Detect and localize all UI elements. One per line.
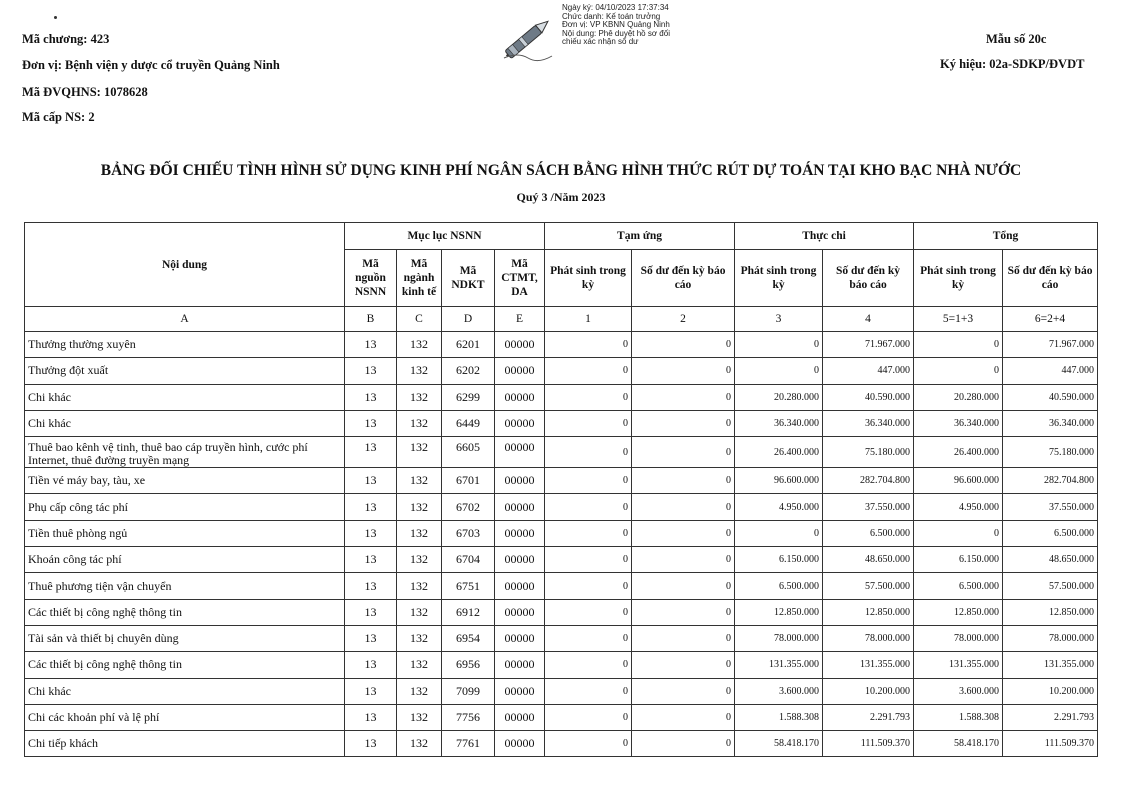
cell-ma-nguon: 13: [345, 678, 397, 704]
cell-tong-so-du: 75.180.000: [1003, 437, 1098, 468]
don-vi: Đơn vị: Bệnh viện y dược cổ truyền Quảng Ninh: [22, 58, 280, 72]
cell-ma-ctmt: 00000: [495, 573, 545, 599]
cell-ma-nguon: 13: [345, 384, 397, 410]
cell-ma-ndkt: 6201: [442, 332, 495, 358]
cell-ma-nganh: 132: [397, 731, 442, 757]
cell-ma-nguon: 13: [345, 573, 397, 599]
cell-thuc-chi-phat-sinh: 20.280.000: [735, 384, 823, 410]
cell-ma-nguon: 13: [345, 468, 397, 494]
cell-ma-ctmt: 00000: [495, 358, 545, 384]
cell-tong-phat-sinh: 20.280.000: [914, 384, 1003, 410]
cell-tam-ung-phat-sinh: 0: [545, 332, 632, 358]
cell-content: Chi các khoản phí và lệ phí: [25, 704, 345, 730]
cell-thuc-chi-so-du: 36.340.000: [823, 410, 914, 436]
header-ma-nguon: Mã nguồn NSNN: [345, 250, 397, 307]
cell-thuc-chi-phat-sinh: 0: [735, 358, 823, 384]
cell-thuc-chi-so-du: 2.291.793: [823, 704, 914, 730]
cell-ma-nguon: 13: [345, 704, 397, 730]
cell-content: Các thiết bị công nghệ thông tin: [25, 652, 345, 678]
cell-ma-nganh: 132: [397, 410, 442, 436]
cell-tam-ung-phat-sinh: 0: [545, 358, 632, 384]
cell-ma-nguon: 13: [345, 599, 397, 625]
cell-tong-phat-sinh: 131.355.000: [914, 652, 1003, 678]
cell-ma-ndkt: 6701: [442, 468, 495, 494]
mau-so: Mẫu số 20c: [986, 32, 1047, 46]
cell-tam-ung-phat-sinh: 0: [545, 573, 632, 599]
column-index-cell: A: [25, 307, 345, 332]
cell-thuc-chi-so-du: 111.509.370: [823, 731, 914, 757]
cell-ma-ctmt: 00000: [495, 494, 545, 520]
cell-thuc-chi-phat-sinh: 3.600.000: [735, 678, 823, 704]
cell-ma-nganh: 132: [397, 625, 442, 651]
header-ma-nganh: Mã ngành kinh tế: [397, 250, 442, 307]
cell-ma-ctmt: 00000: [495, 520, 545, 546]
cell-tam-ung-phat-sinh: 0: [545, 652, 632, 678]
cell-thuc-chi-phat-sinh: 96.600.000: [735, 468, 823, 494]
cell-ma-ctmt: 00000: [495, 468, 545, 494]
cell-ma-nganh: 132: [397, 437, 442, 468]
cell-ma-ndkt: 6956: [442, 652, 495, 678]
cell-thuc-chi-phat-sinh: 36.340.000: [735, 410, 823, 436]
cell-ma-nganh: 132: [397, 704, 442, 730]
cell-tong-so-du: 6.500.000: [1003, 520, 1098, 546]
cell-tong-so-du: 71.967.000: [1003, 332, 1098, 358]
cell-ma-ndkt: 6954: [442, 625, 495, 651]
cell-content: Chi khác: [25, 384, 345, 410]
cell-thuc-chi-phat-sinh: 131.355.000: [735, 652, 823, 678]
cell-ma-ndkt: 6299: [442, 384, 495, 410]
cell-thuc-chi-so-du: 37.550.000: [823, 494, 914, 520]
header-phat-sinh-thuc-chi: Phát sinh trong kỳ: [735, 250, 823, 307]
cell-ma-nguon: 13: [345, 652, 397, 678]
cell-ma-nguon: 13: [345, 494, 397, 520]
table-row: [25, 704, 1098, 730]
column-index-row: [25, 307, 1098, 332]
header-so-du-tam-ung: Số dư đến kỳ báo cáo: [632, 250, 735, 307]
cell-ma-ctmt: 00000: [495, 678, 545, 704]
header-phat-sinh-tong: Phát sinh trong kỳ: [914, 250, 1003, 307]
cell-tam-ung-phat-sinh: 0: [545, 384, 632, 410]
cell-tam-ung-so-du: 0: [632, 468, 735, 494]
cell-ma-ndkt: 6702: [442, 494, 495, 520]
cell-tam-ung-so-du: 0: [632, 358, 735, 384]
cell-content: Tài sản và thiết bị chuyên dùng: [25, 625, 345, 651]
cell-ma-nguon: 13: [345, 731, 397, 757]
cell-tam-ung-so-du: 0: [632, 520, 735, 546]
cell-thuc-chi-so-du: 78.000.000: [823, 625, 914, 651]
cell-tam-ung-phat-sinh: 0: [545, 547, 632, 573]
cell-ma-nganh: 132: [397, 332, 442, 358]
cell-ma-ndkt: 6605: [442, 437, 495, 468]
table-row: [25, 625, 1098, 651]
cell-tong-phat-sinh: 0: [914, 358, 1003, 384]
report-period: Quý 3 /Năm 2023: [516, 190, 606, 204]
cell-tam-ung-phat-sinh: 0: [545, 625, 632, 651]
cell-tong-phat-sinh: 0: [914, 520, 1003, 546]
cell-tam-ung-so-du: 0: [632, 704, 735, 730]
cell-thuc-chi-phat-sinh: 6.500.000: [735, 573, 823, 599]
cell-tong-so-du: 111.509.370: [1003, 731, 1098, 757]
sig-line-1: Ngày ký: 04/10/2023 17:37:34: [562, 3, 669, 12]
cell-content: Tiền thuê phòng ngủ: [25, 520, 345, 546]
sig-line-2: Chức danh: Kế toán trưởng: [562, 11, 661, 21]
cell-tam-ung-phat-sinh: 0: [545, 731, 632, 757]
sig-line-5: chiếu xác nhận số dư: [562, 37, 639, 47]
table-row: [25, 410, 1098, 436]
cell-tong-phat-sinh: 58.418.170: [914, 731, 1003, 757]
cell-ma-ndkt: 6912: [442, 599, 495, 625]
cell-thuc-chi-phat-sinh: 0: [735, 332, 823, 358]
sig-line-4: Nội dung: Phê duyệt hồ sơ đối: [562, 28, 670, 38]
cell-thuc-chi-phat-sinh: 0: [735, 520, 823, 546]
cell-ma-nguon: 13: [345, 437, 397, 468]
cell-thuc-chi-so-du: 40.590.000: [823, 384, 914, 410]
header-ma-ctmt: Mã CTMT, DA: [495, 250, 545, 307]
column-index-cell: 3: [735, 307, 823, 332]
cell-tam-ung-phat-sinh: 0: [545, 468, 632, 494]
header-tong: Tổng: [914, 223, 1098, 250]
cell-ma-nganh: 132: [397, 573, 442, 599]
cell-tam-ung-phat-sinh: 0: [545, 599, 632, 625]
cell-tong-phat-sinh: 12.850.000: [914, 599, 1003, 625]
column-index-cell: 4: [823, 307, 914, 332]
cell-tong-so-du: 36.340.000: [1003, 410, 1098, 436]
digital-signature: [498, 4, 698, 66]
cell-ma-nganh: 132: [397, 358, 442, 384]
cell-thuc-chi-so-du: 57.500.000: [823, 573, 914, 599]
column-index-cell: 2: [632, 307, 735, 332]
cell-content: Thuê bao kênh vệ tinh, thuê bao cáp truyền hình, cước phí Internet, thuê đường truyền mạng: [25, 437, 345, 468]
cell-ma-nguon: 13: [345, 547, 397, 573]
table-row: [25, 731, 1098, 757]
cell-tam-ung-so-du: 0: [632, 599, 735, 625]
ma-chuong: Mã chương: 423: [22, 32, 110, 46]
cell-thuc-chi-phat-sinh: 26.400.000: [735, 437, 823, 468]
cell-tam-ung-so-du: 0: [632, 678, 735, 704]
cell-tam-ung-so-du: 0: [632, 437, 735, 468]
cell-ma-ctmt: 00000: [495, 384, 545, 410]
cell-tong-so-du: 10.200.000: [1003, 678, 1098, 704]
cell-tam-ung-so-du: 0: [632, 573, 735, 599]
cell-tong-phat-sinh: 1.588.308: [914, 704, 1003, 730]
cell-thuc-chi-so-du: 6.500.000: [823, 520, 914, 546]
cell-tam-ung-so-du: 0: [632, 384, 735, 410]
cell-ma-ctmt: 00000: [495, 652, 545, 678]
cell-ma-ctmt: 00000: [495, 410, 545, 436]
ma-cap-ns: Mã cấp NS: 2: [22, 110, 95, 124]
cell-thuc-chi-phat-sinh: 58.418.170: [735, 731, 823, 757]
cell-ma-nganh: 132: [397, 599, 442, 625]
cell-content: Tiền vé máy bay, tàu, xe: [25, 468, 345, 494]
cell-tong-so-du: 78.000.000: [1003, 625, 1098, 651]
cell-tong-phat-sinh: 0: [914, 332, 1003, 358]
cell-tong-so-du: 12.850.000: [1003, 599, 1098, 625]
cell-ma-ctmt: 00000: [495, 437, 545, 468]
cell-tong-phat-sinh: 36.340.000: [914, 410, 1003, 436]
cell-ma-nganh: 132: [397, 547, 442, 573]
header-thuc-chi: Thực chi: [735, 223, 914, 250]
cell-tong-phat-sinh: 96.600.000: [914, 468, 1003, 494]
cell-thuc-chi-phat-sinh: 12.850.000: [735, 599, 823, 625]
cell-thuc-chi-so-du: 447.000: [823, 358, 914, 384]
column-index-cell: B: [345, 307, 397, 332]
cell-ma-ctmt: 00000: [495, 731, 545, 757]
column-index-cell: 6=2+4: [1003, 307, 1098, 332]
cell-ma-ndkt: 7099: [442, 678, 495, 704]
cell-thuc-chi-phat-sinh: 6.150.000: [735, 547, 823, 573]
scan-speck: [54, 16, 57, 19]
cell-tam-ung-phat-sinh: 0: [545, 410, 632, 436]
table-row: [25, 332, 1098, 358]
cell-ma-nganh: 132: [397, 652, 442, 678]
cell-tong-phat-sinh: 3.600.000: [914, 678, 1003, 704]
cell-ma-nganh: 132: [397, 520, 442, 546]
cell-ma-nguon: 13: [345, 332, 397, 358]
cell-tong-so-du: 40.590.000: [1003, 384, 1098, 410]
pen-icon: [498, 12, 558, 64]
cell-content: Chi khác: [25, 678, 345, 704]
cell-ma-ndkt: 7756: [442, 704, 495, 730]
table-row: [25, 437, 1098, 468]
cell-tong-phat-sinh: 6.500.000: [914, 573, 1003, 599]
cell-content: Thưởng đột xuất: [25, 358, 345, 384]
table-row: [25, 652, 1098, 678]
cell-ma-nganh: 132: [397, 494, 442, 520]
ma-dvqhns: Mã ĐVQHNS: 1078628: [22, 85, 148, 99]
cell-tong-so-du: 447.000: [1003, 358, 1098, 384]
cell-thuc-chi-so-du: 10.200.000: [823, 678, 914, 704]
column-index-cell: E: [495, 307, 545, 332]
header-tam-ung: Tạm ứng: [545, 223, 735, 250]
cell-ma-ndkt: 6751: [442, 573, 495, 599]
cell-ma-ndkt: 6704: [442, 547, 495, 573]
cell-content: Chi khác: [25, 410, 345, 436]
table-row: [25, 494, 1098, 520]
table-row: [25, 358, 1098, 384]
cell-tong-so-du: 131.355.000: [1003, 652, 1098, 678]
cell-tam-ung-phat-sinh: 0: [545, 494, 632, 520]
cell-thuc-chi-so-du: 131.355.000: [823, 652, 914, 678]
cell-content: Thuê phương tiện vận chuyển: [25, 573, 345, 599]
cell-thuc-chi-so-du: 75.180.000: [823, 437, 914, 468]
cell-tam-ung-phat-sinh: 0: [545, 678, 632, 704]
cell-tam-ung-phat-sinh: 0: [545, 704, 632, 730]
cell-ma-ctmt: 00000: [495, 704, 545, 730]
cell-ma-nguon: 13: [345, 358, 397, 384]
cell-content: Khoán công tác phí: [25, 547, 345, 573]
cell-tong-phat-sinh: 6.150.000: [914, 547, 1003, 573]
cell-ma-ctmt: 00000: [495, 599, 545, 625]
cell-tam-ung-so-du: 0: [632, 332, 735, 358]
column-index-cell: 1: [545, 307, 632, 332]
cell-thuc-chi-phat-sinh: 78.000.000: [735, 625, 823, 651]
table-row: [25, 678, 1098, 704]
cell-tam-ung-so-du: 0: [632, 731, 735, 757]
cell-tong-so-du: 48.650.000: [1003, 547, 1098, 573]
cell-ma-ndkt: 6202: [442, 358, 495, 384]
cell-thuc-chi-so-du: 71.967.000: [823, 332, 914, 358]
cell-content: Thưởng thường xuyên: [25, 332, 345, 358]
cell-tam-ung-so-du: 0: [632, 625, 735, 651]
sig-line-3: Đơn vị: VP KBNN Quảng Ninh: [562, 20, 670, 30]
reconciliation-table: [24, 222, 1098, 757]
cell-tong-so-du: 37.550.000: [1003, 494, 1098, 520]
cell-ma-ndkt: 6449: [442, 410, 495, 436]
cell-ma-nganh: 132: [397, 468, 442, 494]
header-noi-dung: Nội dung: [25, 223, 345, 307]
table-row: [25, 468, 1098, 494]
column-index-cell: 5=1+3: [914, 307, 1003, 332]
cell-tam-ung-phat-sinh: 0: [545, 437, 632, 468]
table-row: [25, 384, 1098, 410]
table-row: [25, 599, 1098, 625]
cell-ma-ctmt: 00000: [495, 547, 545, 573]
ky-hieu: Ký hiệu: 02a-SDKP/ĐVDT: [940, 57, 1085, 71]
table-row: [25, 573, 1098, 599]
header-so-du-thuc-chi: Số dư đến kỳ báo cáo: [823, 250, 914, 307]
cell-thuc-chi-so-du: 48.650.000: [823, 547, 914, 573]
cell-ma-nguon: 13: [345, 625, 397, 651]
cell-tam-ung-so-du: 0: [632, 652, 735, 678]
cell-tong-phat-sinh: 26.400.000: [914, 437, 1003, 468]
header-so-du-tong: Số dư đến kỳ báo cáo: [1003, 250, 1098, 307]
cell-content: Phụ cấp công tác phí: [25, 494, 345, 520]
report-title: BẢNG ĐỐI CHIẾU TÌNH HÌNH SỬ DỤNG KINH PHÍ NGÂN SÁCH BẰNG HÌNH THỨC RÚT DỰ TOÁN TẠI KHO BẠC NHÀ NƯỚC: [100, 162, 1022, 179]
cell-tong-so-du: 2.291.793: [1003, 704, 1098, 730]
cell-tam-ung-phat-sinh: 0: [545, 520, 632, 546]
column-index-cell: C: [397, 307, 442, 332]
cell-ma-ndkt: 6703: [442, 520, 495, 546]
cell-tong-so-du: 282.704.800: [1003, 468, 1098, 494]
cell-tam-ung-so-du: 0: [632, 410, 735, 436]
table-row: [25, 547, 1098, 573]
cell-thuc-chi-so-du: 282.704.800: [823, 468, 914, 494]
cell-content: Chi tiếp khách: [25, 731, 345, 757]
cell-tong-phat-sinh: 78.000.000: [914, 625, 1003, 651]
column-index-cell: D: [442, 307, 495, 332]
cell-thuc-chi-phat-sinh: 4.950.000: [735, 494, 823, 520]
cell-tong-phat-sinh: 4.950.000: [914, 494, 1003, 520]
cell-tong-so-du: 57.500.000: [1003, 573, 1098, 599]
header-ma-ndkt: Mã NDKT: [442, 250, 495, 307]
cell-ma-ctmt: 00000: [495, 625, 545, 651]
header-muc-luc: Mục lục NSNN: [345, 223, 545, 250]
cell-ma-nganh: 132: [397, 384, 442, 410]
cell-ma-nguon: 13: [345, 410, 397, 436]
cell-tam-ung-so-du: 0: [632, 547, 735, 573]
cell-thuc-chi-phat-sinh: 1.588.308: [735, 704, 823, 730]
cell-ma-ndkt: 7761: [442, 731, 495, 757]
cell-ma-ctmt: 00000: [495, 332, 545, 358]
header-phat-sinh-tam-ung: Phát sinh trong kỳ: [545, 250, 632, 307]
cell-ma-nganh: 132: [397, 678, 442, 704]
table-row: [25, 520, 1098, 546]
cell-content: Các thiết bị công nghệ thông tin: [25, 599, 345, 625]
cell-tam-ung-so-du: 0: [632, 494, 735, 520]
cell-thuc-chi-so-du: 12.850.000: [823, 599, 914, 625]
cell-ma-nguon: 13: [345, 520, 397, 546]
